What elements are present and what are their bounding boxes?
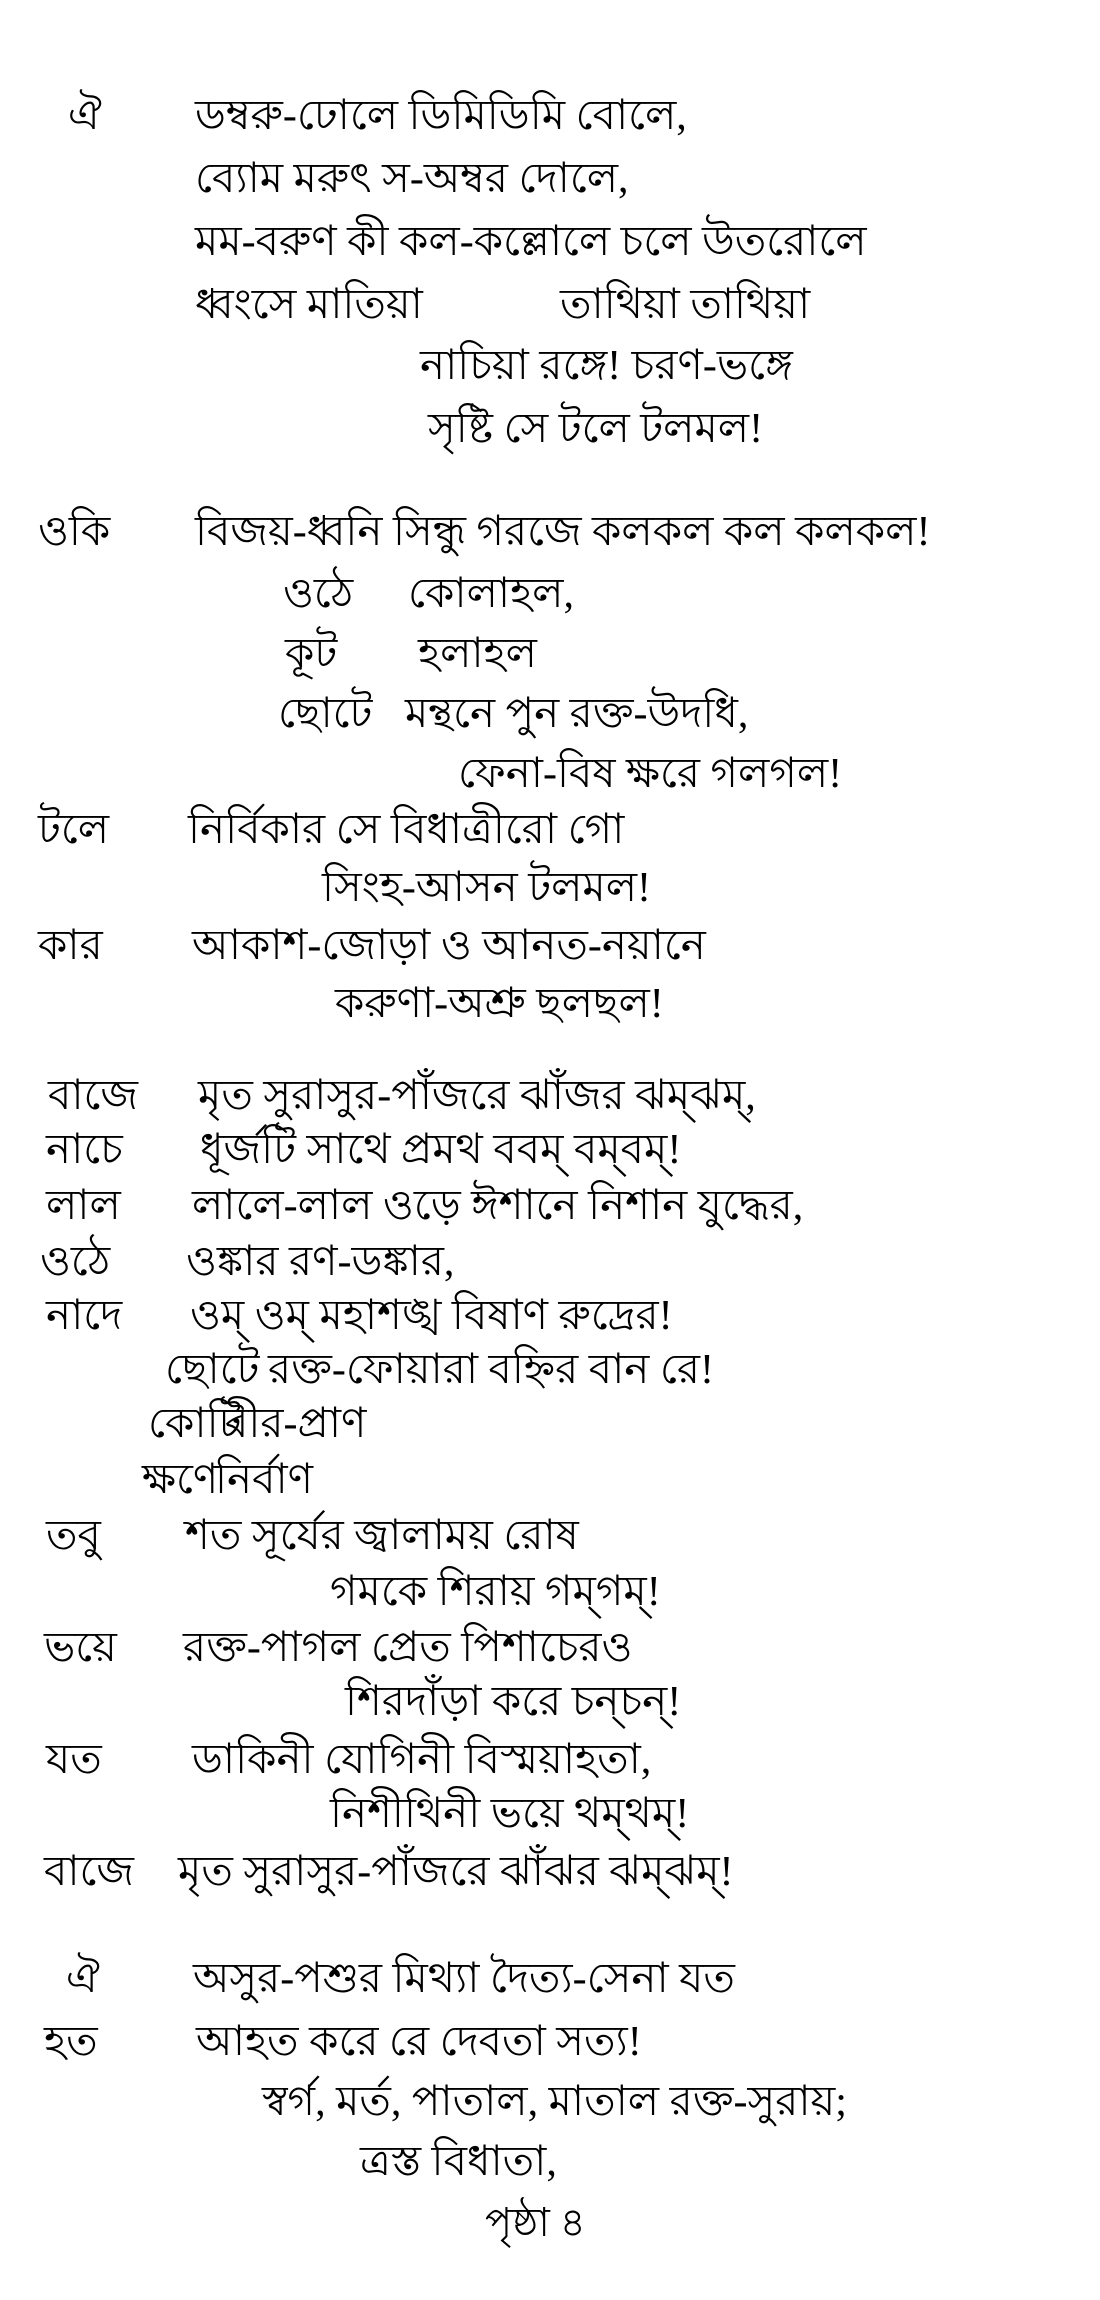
verse-text: আহত করে রে দেবতা সত্য!: [196, 2019, 642, 2065]
verse-text: ধূর্জটি সাথে প্রমথ ববম্ বম্‌বম্!: [200, 1127, 682, 1173]
verse-text: অসুর-পশুর মিথ্যা দৈত্য-সেনা যত: [193, 1956, 735, 2002]
verse-text: ওঙ্কার রণ-ডঙ্কার,: [186, 1239, 455, 1285]
stanza-anchor: টলে: [38, 807, 110, 853]
verse-text: আকাশ-জোড়া ও আনত-নয়ানে: [192, 923, 706, 969]
stanza-anchor: ওঠে: [40, 1239, 111, 1285]
verse-text: নিশীথিনী ভয়ে থম্‌থম্!: [330, 1791, 690, 1837]
verse-text: নির্বাণ: [215, 1457, 314, 1503]
verse-text: রক্ত-পাগল প্রেত পিশাচেরও: [183, 1625, 633, 1671]
stanza-anchor: ভয়ে: [44, 1625, 117, 1671]
verse-text: কোটি: [148, 1401, 242, 1447]
verse-text: ব্যোম মরুৎ স-অম্বর দোলে,: [195, 156, 629, 202]
verse-text: মম-বরুণ কী কল-কল্লোলে চলে উতরোলে: [195, 219, 867, 265]
stanza-anchor: ঐ: [68, 93, 102, 139]
verse-text: ওঠে: [283, 571, 354, 617]
page-number-label: পৃষ্ঠা ৪: [485, 2200, 586, 2245]
verse-text: ফেনা-বিষ ক্ষরে গলগল!: [458, 751, 843, 797]
stanza-anchor: বাজে: [48, 1073, 139, 1119]
stanza-anchor: ওকি: [38, 509, 111, 555]
stanza-anchor: নাদে: [46, 1293, 123, 1339]
verse-text: সৃষ্টি সে টলে টলমল!: [428, 406, 764, 452]
verse-text: হলাহল: [418, 631, 537, 677]
verse-text: বীর-প্রাণ: [225, 1401, 367, 1447]
verse-text: স্বর্গ, মর্ত, পাতাল, মাতাল রক্ত-সুরায়;: [262, 2079, 847, 2125]
stanza-anchor: ঐ: [66, 1956, 100, 2002]
verse-text: মন্থনে পুন রক্ত-উদধি,: [405, 691, 749, 737]
verse-text: ত্রস্ত বিধাতা,: [360, 2139, 557, 2185]
verse-text: কূট: [285, 631, 338, 677]
verse-text: ক্ষণে: [142, 1457, 219, 1503]
verse-text: গমকে শিরায় গম্‌গম্!: [330, 1569, 661, 1615]
stanza-anchor: কার: [38, 923, 103, 969]
verse-text: রক্ত-ফোয়ারা বহ্নির বান রে!: [268, 1347, 714, 1393]
verse-text: ডাকিনী যোগিনী বিস্ময়াহতা,: [192, 1737, 652, 1783]
stanza-anchor: তবু: [46, 1513, 101, 1559]
verse-text: লালে-লাল ওড়ে ঈশানে নিশান যুদ্ধের,: [192, 1183, 804, 1229]
verse-text: কোলাহল,: [408, 571, 574, 617]
stanza-anchor: হত: [44, 2019, 98, 2065]
verse-text: ছোটে: [165, 1347, 260, 1393]
verse-text: শিরদাঁড়া করে চন্‌চন্!: [345, 1679, 682, 1725]
verse-text: ধ্বংসে মাতিয়া: [195, 282, 423, 328]
stanza-anchor: নাচে: [46, 1127, 123, 1173]
verse-text: তাথিয়া তাথিয়া: [560, 282, 811, 328]
verse-text: নাচিয়া রঙ্গে! চরণ-ভঙ্গে: [420, 343, 793, 389]
verse-text: মৃত সুরাসুর-পাঁজরে ঝাঁঝর ঝম্‌ঝম্!: [178, 1849, 734, 1895]
stanza-anchor: লাল: [46, 1183, 121, 1229]
verse-text: ওম্ ওম্ মহাশঙ্খ বিষাণ রুদ্রের!: [190, 1293, 673, 1339]
stanza-anchor: যত: [46, 1737, 102, 1783]
verse-text: বিজয়-ধ্বনি সিন্ধু গরজে কলকল কল কলকল!: [195, 509, 931, 555]
verse-text: নির্বিকার সে বিধাত্রীরো গো: [188, 807, 625, 853]
verse-text: সিংহ-আসন টলমল!: [322, 865, 651, 911]
verse-text: শত সূর্যের জ্বালাময় রোষ: [185, 1513, 579, 1559]
verse-text: মৃত সুরাসুর-পাঁজরে ঝাঁজর ঝম্‌ঝম্,: [198, 1073, 756, 1119]
verse-text: করুণা-অশ্রু ছলছল!: [335, 981, 664, 1027]
verse-text: ছোটে: [278, 691, 373, 737]
verse-text: ডম্বরু-ঢোলে ডিমিডিমি বোলে,: [195, 93, 687, 139]
stanza-anchor: বাজে: [44, 1849, 135, 1895]
